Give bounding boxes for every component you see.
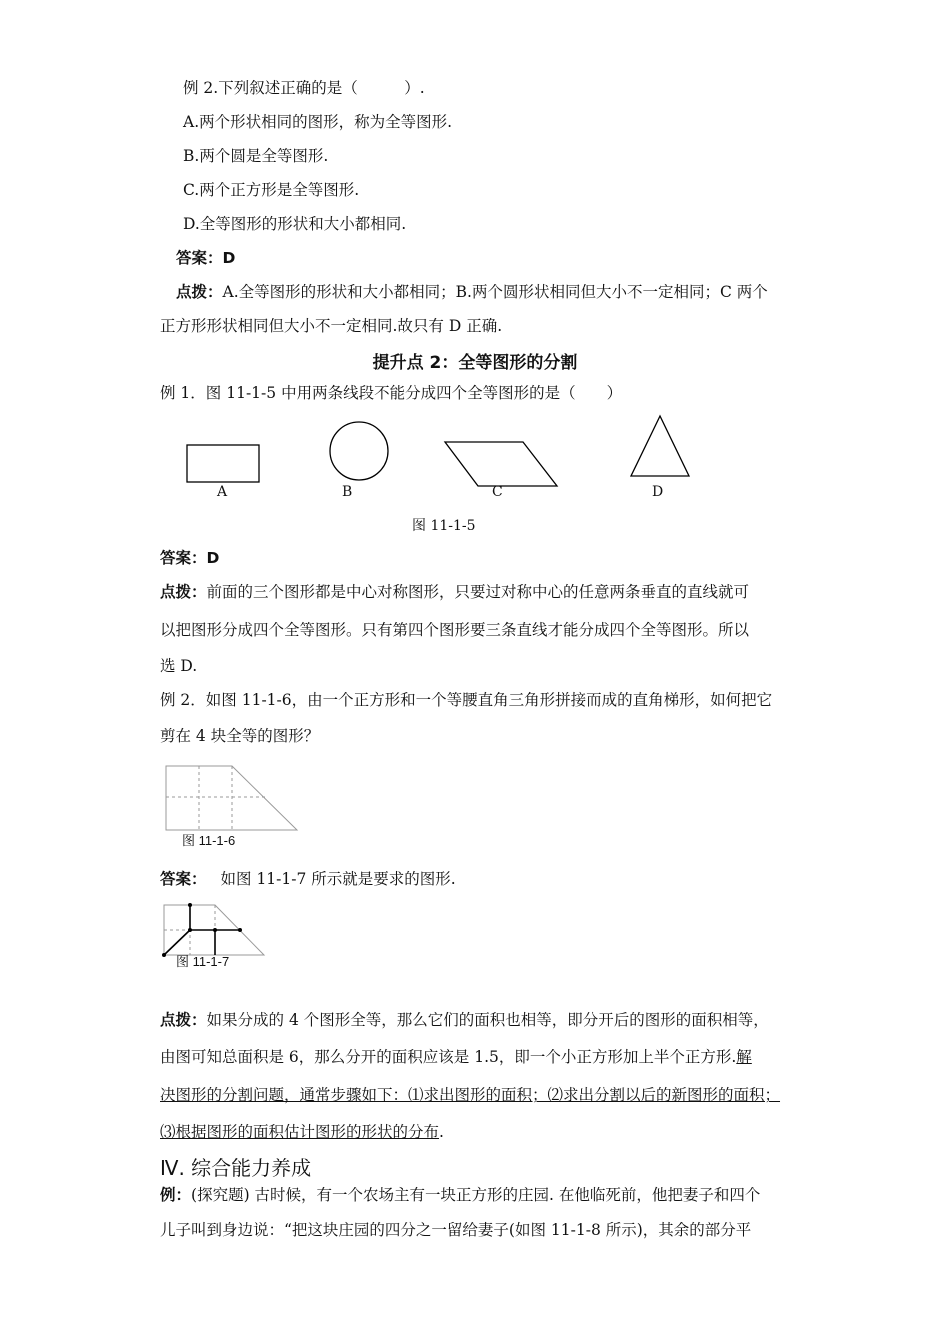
question-text: 例 1．图 11-1-5 中用两条线段不能分成四个全等图形的是（ ） <box>160 384 623 402</box>
tip-text: 由图可知总面积是 6，那么分开的面积应该是 1.5，即一个小正方形加上半个正方形. <box>160 1048 737 1066</box>
answer-value: D <box>206 549 220 567</box>
question-text: 例 2．如图 11-1-6，由一个正方形和一个等腰直角三角形拼接而成的直角梯形，如何把它 <box>160 691 773 709</box>
question-text: 例 2.下列叙述正确的是（ ）. <box>183 79 425 97</box>
tip-text: A.全等图形的形状和大小都相同；B.两个圆形状相同但大小不一定相同；C 两个 <box>222 283 768 301</box>
figure-caption: 图 11-1-7 <box>176 954 230 969</box>
point-marker <box>188 928 192 932</box>
point-marker <box>188 903 192 907</box>
tip-text-line <box>160 1122 444 1142</box>
option-b: B.两个圆是全等图形. <box>183 147 329 165</box>
answer-label: 答案： <box>176 249 223 267</box>
example-text: (探究题) 古时候，有一个农场主有一块正方形的庄园. 在他临死前，他把妻子和四个 <box>191 1186 761 1204</box>
answer-label: 答案： <box>160 870 207 888</box>
tip-text-underlined: 决图形的分割问题，通常步骤如下：⑴求出图形的面积；⑵求出分割以后的新图形的面积； <box>160 1086 781 1104</box>
answer-text: 如图 11-1-7 所示就是要求的图形. <box>220 870 456 888</box>
tip-text: 前面的三个图形都是中心对称图形，只要过对称中心的任意两条垂直的直线就可 <box>206 583 750 601</box>
answer-value: D <box>222 249 236 267</box>
tip-text: . <box>439 1123 444 1141</box>
tip-label: 点拨： <box>160 1011 207 1029</box>
tip-text-underlined: ⑶根据图形的面积估计图形的形状的分布 <box>160 1123 440 1141</box>
example-text: 儿子叫到身边说：“把这块庄园的四分之一留给妻子(如图 11-1-8 所示)，其余的部分平 <box>160 1221 752 1239</box>
option-a: A.两个形状相同的图形，称为全等图形. <box>183 113 453 131</box>
tip-text-line <box>160 1047 752 1067</box>
section-title: 提升点 2：全等图形的分割 <box>372 353 578 373</box>
option-c: C.两个正方形是全等图形. <box>183 181 360 199</box>
tip-text: 正方形形状相同但大小不一定相同.故只有 D 正确. <box>160 317 503 335</box>
shape-label-a: A <box>217 484 228 500</box>
shape-label-d: D <box>652 484 664 500</box>
answer-label: 答案： <box>160 549 207 567</box>
option-d: D.全等图形的形状和大小都相同. <box>183 215 407 233</box>
example-label: 例： <box>160 1186 192 1204</box>
shape-label-b: B <box>342 484 353 500</box>
figure-caption: 图 11-1-6 <box>182 833 236 848</box>
point-marker <box>213 928 217 932</box>
tip-text-underlined: 解 <box>736 1048 752 1066</box>
shape-label-c: C <box>492 484 503 500</box>
figure-caption: 图 11-1-5 <box>412 518 476 534</box>
point-marker <box>162 953 166 957</box>
question-text: 剪在 4 块全等的图形？ <box>160 727 320 745</box>
tip-text: 选 D. <box>160 657 198 675</box>
tip-label: 点拨： <box>160 583 207 601</box>
tip-line <box>160 1010 769 1030</box>
tip-text: 如果分成的 4 个图形全等，那么它们的面积也相等，即分开后的图形的面积相等， <box>206 1011 769 1029</box>
point-marker <box>238 928 242 932</box>
example-line <box>160 1185 760 1205</box>
section-title: Ⅳ. 综合能力养成 <box>160 1156 312 1180</box>
tip-label: 点拨： <box>176 283 223 301</box>
tip-text: 以把图形分成四个全等图形。只有第四个图形要三条直线才能分成四个全等图形。所以 <box>160 621 750 639</box>
